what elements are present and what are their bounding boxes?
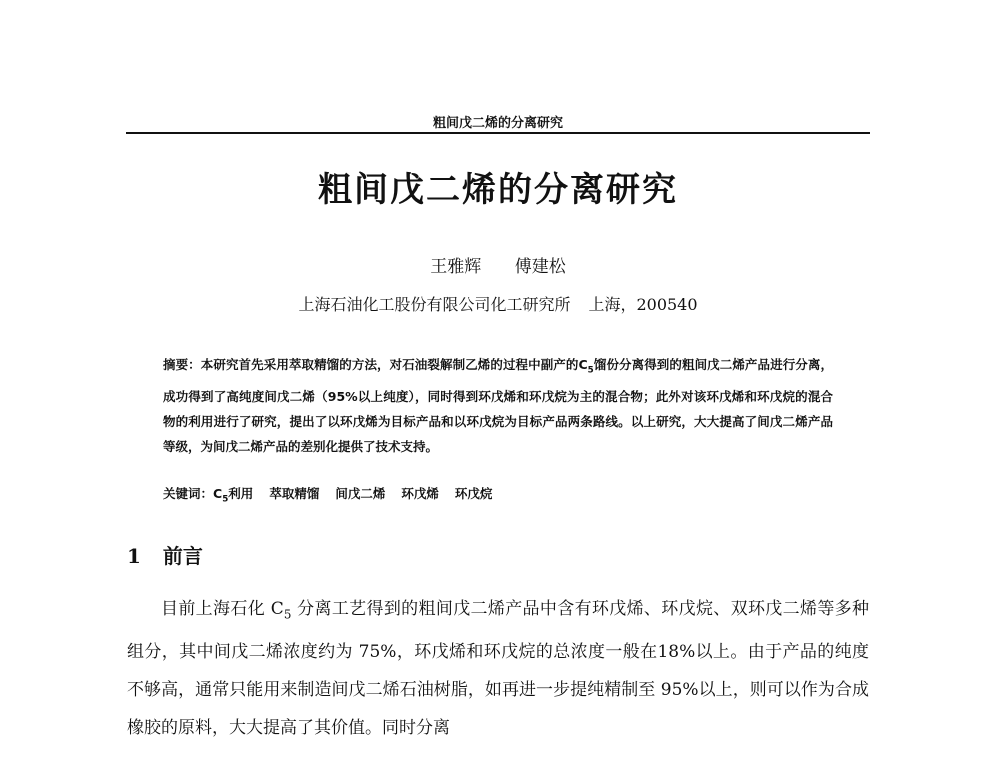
keyword-item: 环戊烷 — [454, 486, 493, 501]
keyword-item — [213, 486, 254, 505]
paper-title: 粗间戊二烯的分离研究 — [318, 170, 678, 210]
c-letter: C — [578, 357, 588, 372]
keyword-item: 环戊烯 — [401, 486, 439, 501]
author-name: 傅建松 — [514, 257, 566, 277]
affiliation — [126, 292, 870, 315]
c-subscript: 5 — [587, 365, 594, 376]
abstract-c5 — [578, 357, 594, 376]
running-header: 粗间戊二烯的分离研究 — [432, 116, 563, 131]
c-subscript: 5 — [283, 607, 292, 622]
keywords — [163, 484, 833, 505]
body-text-part: 目前上海石化 — [161, 599, 271, 619]
keyword-text: 利用 — [228, 486, 254, 501]
keyword-item: 萃取精馏 — [269, 486, 320, 501]
abstract-label: 摘要： — [163, 357, 201, 372]
author-name: 王雅辉 — [430, 257, 482, 277]
section-title: 前言 — [162, 544, 203, 568]
body-c5 — [270, 599, 292, 622]
section-number: 1 — [127, 544, 141, 568]
affiliation-institution: 上海石油化工股份有限公司化工研究所 — [298, 295, 571, 314]
c-subscript: 5 — [222, 494, 229, 505]
c-letter: C — [270, 599, 284, 619]
abstract-text-part: 本研究首先采用萃取精馏的方法，对石油裂解制乙烯的过程中副产的 — [200, 357, 579, 372]
section-heading — [127, 540, 203, 569]
keyword-item: 间戊二烯 — [335, 486, 386, 501]
abstract — [163, 352, 833, 459]
c-letter: C — [213, 486, 223, 501]
affiliation-city: 上海，200540 — [588, 295, 698, 314]
keywords-label: 关键词： — [163, 486, 214, 501]
body-paragraph — [127, 590, 869, 747]
body-text-part: 分离工艺得到的粗间戊二烯产品中含有环戊烯、环戊烷、双环戊二烯等多种组分，其中间戊二烯浓度约为 75%，环戊烯和环戊烷的总浓度一般在18%以上。由于产品的纯度不够高，通常只能用来制造间戊二烯石油树脂，如再进一步提纯精制至 95%以上，则可以作为合成橡胶的原料，大大提高了其价值。同时分离 — [127, 599, 870, 739]
author-list — [126, 252, 870, 277]
header-rule — [126, 132, 870, 134]
abstract-text-part: 馏份分离得到的粗间戊二烯产品进行分离，成功得到了高纯度间戊二烯（95%以上纯度），同时得到环戊烯和环戊烷为主的混合物；此外对该环戊烯和环戊烷的混合物的利用进行了研究，提出了以环戊烯为目标产品和以环戊烷为目标产品两条路线。以上研究，大大提高了间戊二烯产品等级，为间戊二烯产品的差别化提供了技术支持。 — [163, 357, 833, 454]
